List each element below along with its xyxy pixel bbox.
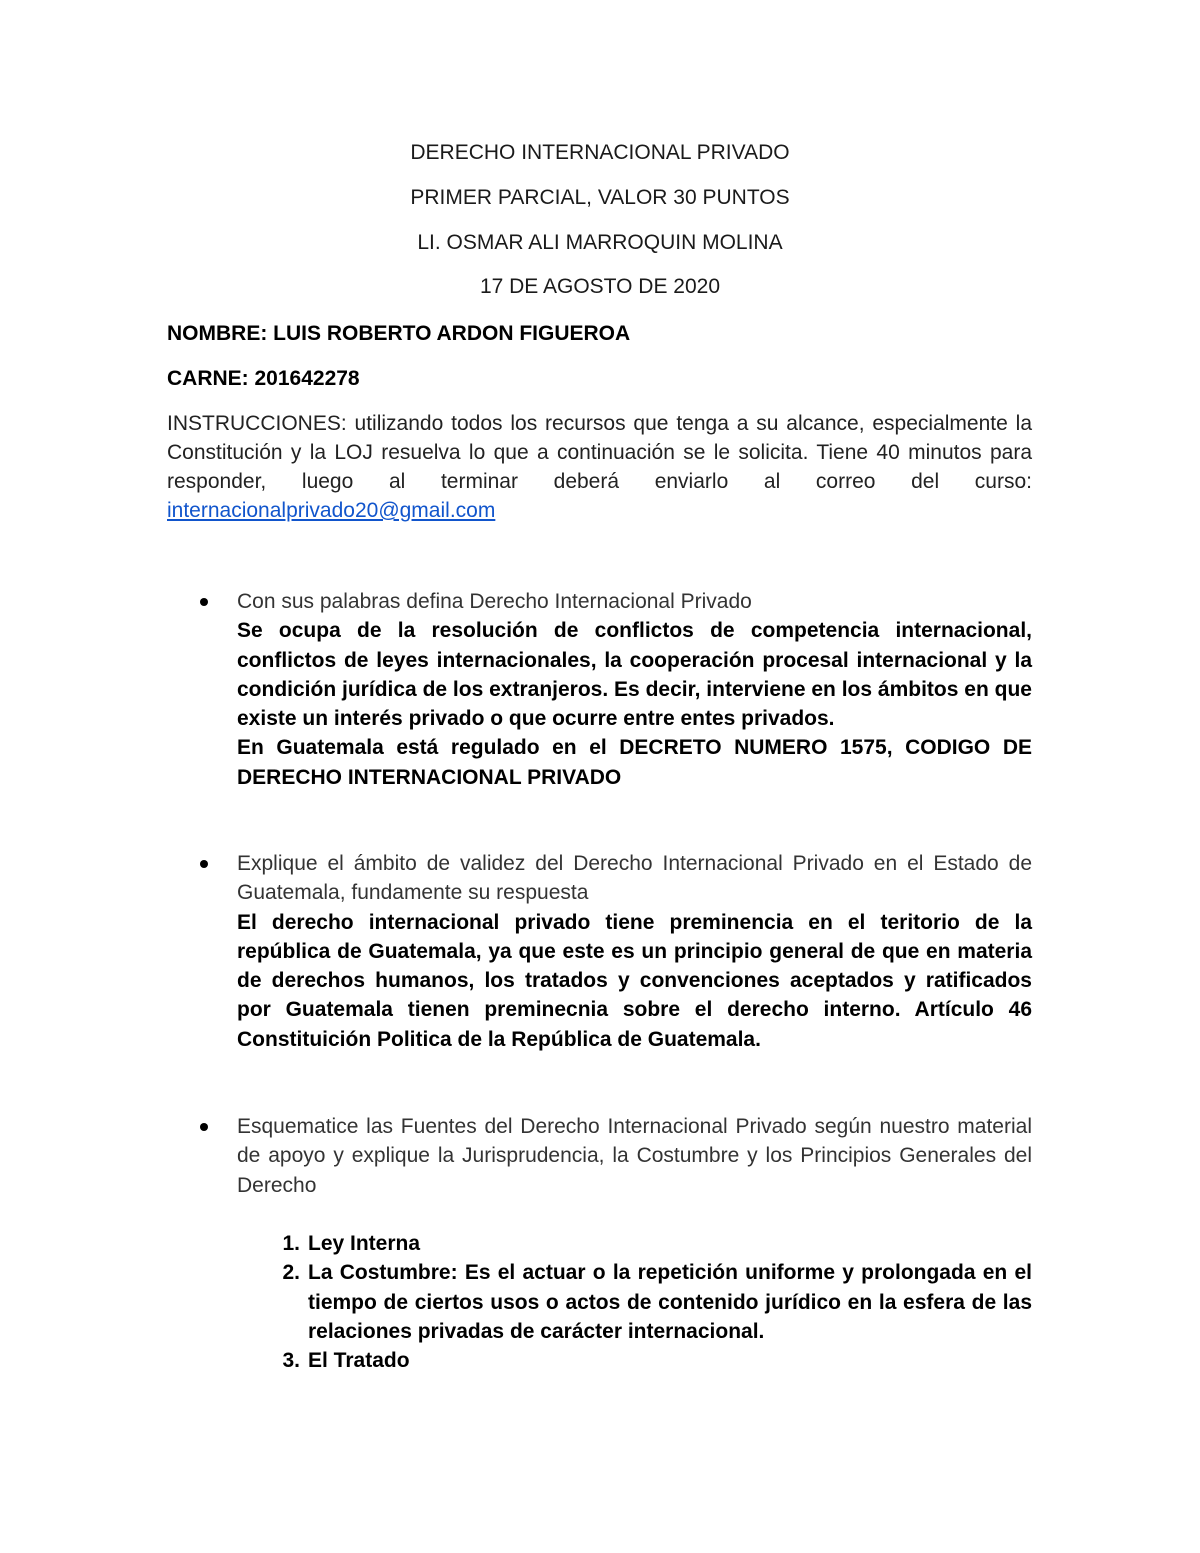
list-number: 2.: [282, 1261, 300, 1285]
question-text: Con sus palabras defina Derecho Internacional Privado: [237, 590, 752, 613]
bullet-icon: [200, 860, 208, 868]
question-text: Explique el ámbito de validez del Derecho Internacional Privado en el Estado de Guatemala, fundamente su respuesta: [237, 852, 1032, 905]
list-item: [282, 1258, 1032, 1346]
exam-date: 17 DE AGOSTO DE 2020: [479, 275, 721, 298]
list-number: 1.: [282, 1232, 300, 1255]
question-item-3: [237, 1112, 1032, 1200]
list-item-text: La Costumbre: Es el actuar o la repetición uniforme y prolongada en el tiempo de ciertos usos o actos de contenido jurídico en la esfera de las relaciones privadas de carácter internacional.: [308, 1261, 1032, 1343]
exam-title: PRIMER PARCIAL, VALOR 30 PUNTOS: [410, 186, 790, 209]
question-text: Esquematice las Fuentes del Derecho Internacional Privado según nuestro material de apoyo y explique la Jurisprudencia, la Costumbre y los Principios Generales del Derecho: [237, 1115, 1032, 1197]
course-email-link[interactable]: internacionalprivado20@gmail.com: [167, 499, 496, 522]
instructions-text: INSTRUCCIONES: utilizando todos los recursos que tenga a su alcance, especialmente la Constitución y la LOJ resuelva lo que a continuación se le solicita. Tiene 40 minutos para responder, luego al terminar deberá enviarlo al correo del curso:: [167, 412, 1032, 493]
sources-list: [282, 1229, 1032, 1375]
question-item-1: [237, 587, 1032, 792]
answer-extra-text: En Guatemala está regulado en el DECRETO NUMERO 1575, CODIGO DE DERECHO INTERNACIONAL PRIVADO: [237, 736, 1032, 789]
answer-text: Se ocupa de la resolución de conflictos de competencia internacional, conflictos de leyes internacionales, la cooperación procesal internacional y la condición jurídica de los extranjeros. Es decir, interviene en los ámbitos en que existe un interés privado o que ocurre entre entes privados.: [237, 619, 1032, 731]
teacher-name: LI. OSMAR ALI MARROQUIN MOLINA: [417, 231, 783, 254]
student-carne: CARNE: 201642278: [167, 367, 360, 390]
bullet-icon: [200, 598, 208, 606]
list-item-text: Ley Interna: [308, 1232, 421, 1255]
list-number: 3.: [282, 1349, 300, 1373]
course-title: DERECHO INTERNACIONAL PRIVADO: [410, 141, 790, 164]
list-item: [282, 1346, 1032, 1375]
bullet-icon: [200, 1123, 208, 1131]
question-item-2: [237, 849, 1032, 1054]
list-item-text: El Tratado: [308, 1349, 410, 1373]
student-name: NOMBRE: LUIS ROBERTO ARDON FIGUEROA: [167, 322, 631, 345]
answer-text: El derecho internacional privado tiene preminencia en el teritorio de la república de Guatemala, ya que este es un principio general de que en materia de derechos humanos, los tratados y convenciones aceptados y ratificados por Guatemala tienen preminecnia sobre el derecho interno. Artículo 46 Constituición Politica de la República de Guatemala.: [237, 910, 1032, 1051]
list-item: [282, 1229, 1032, 1258]
instructions-paragraph: [167, 409, 1032, 525]
